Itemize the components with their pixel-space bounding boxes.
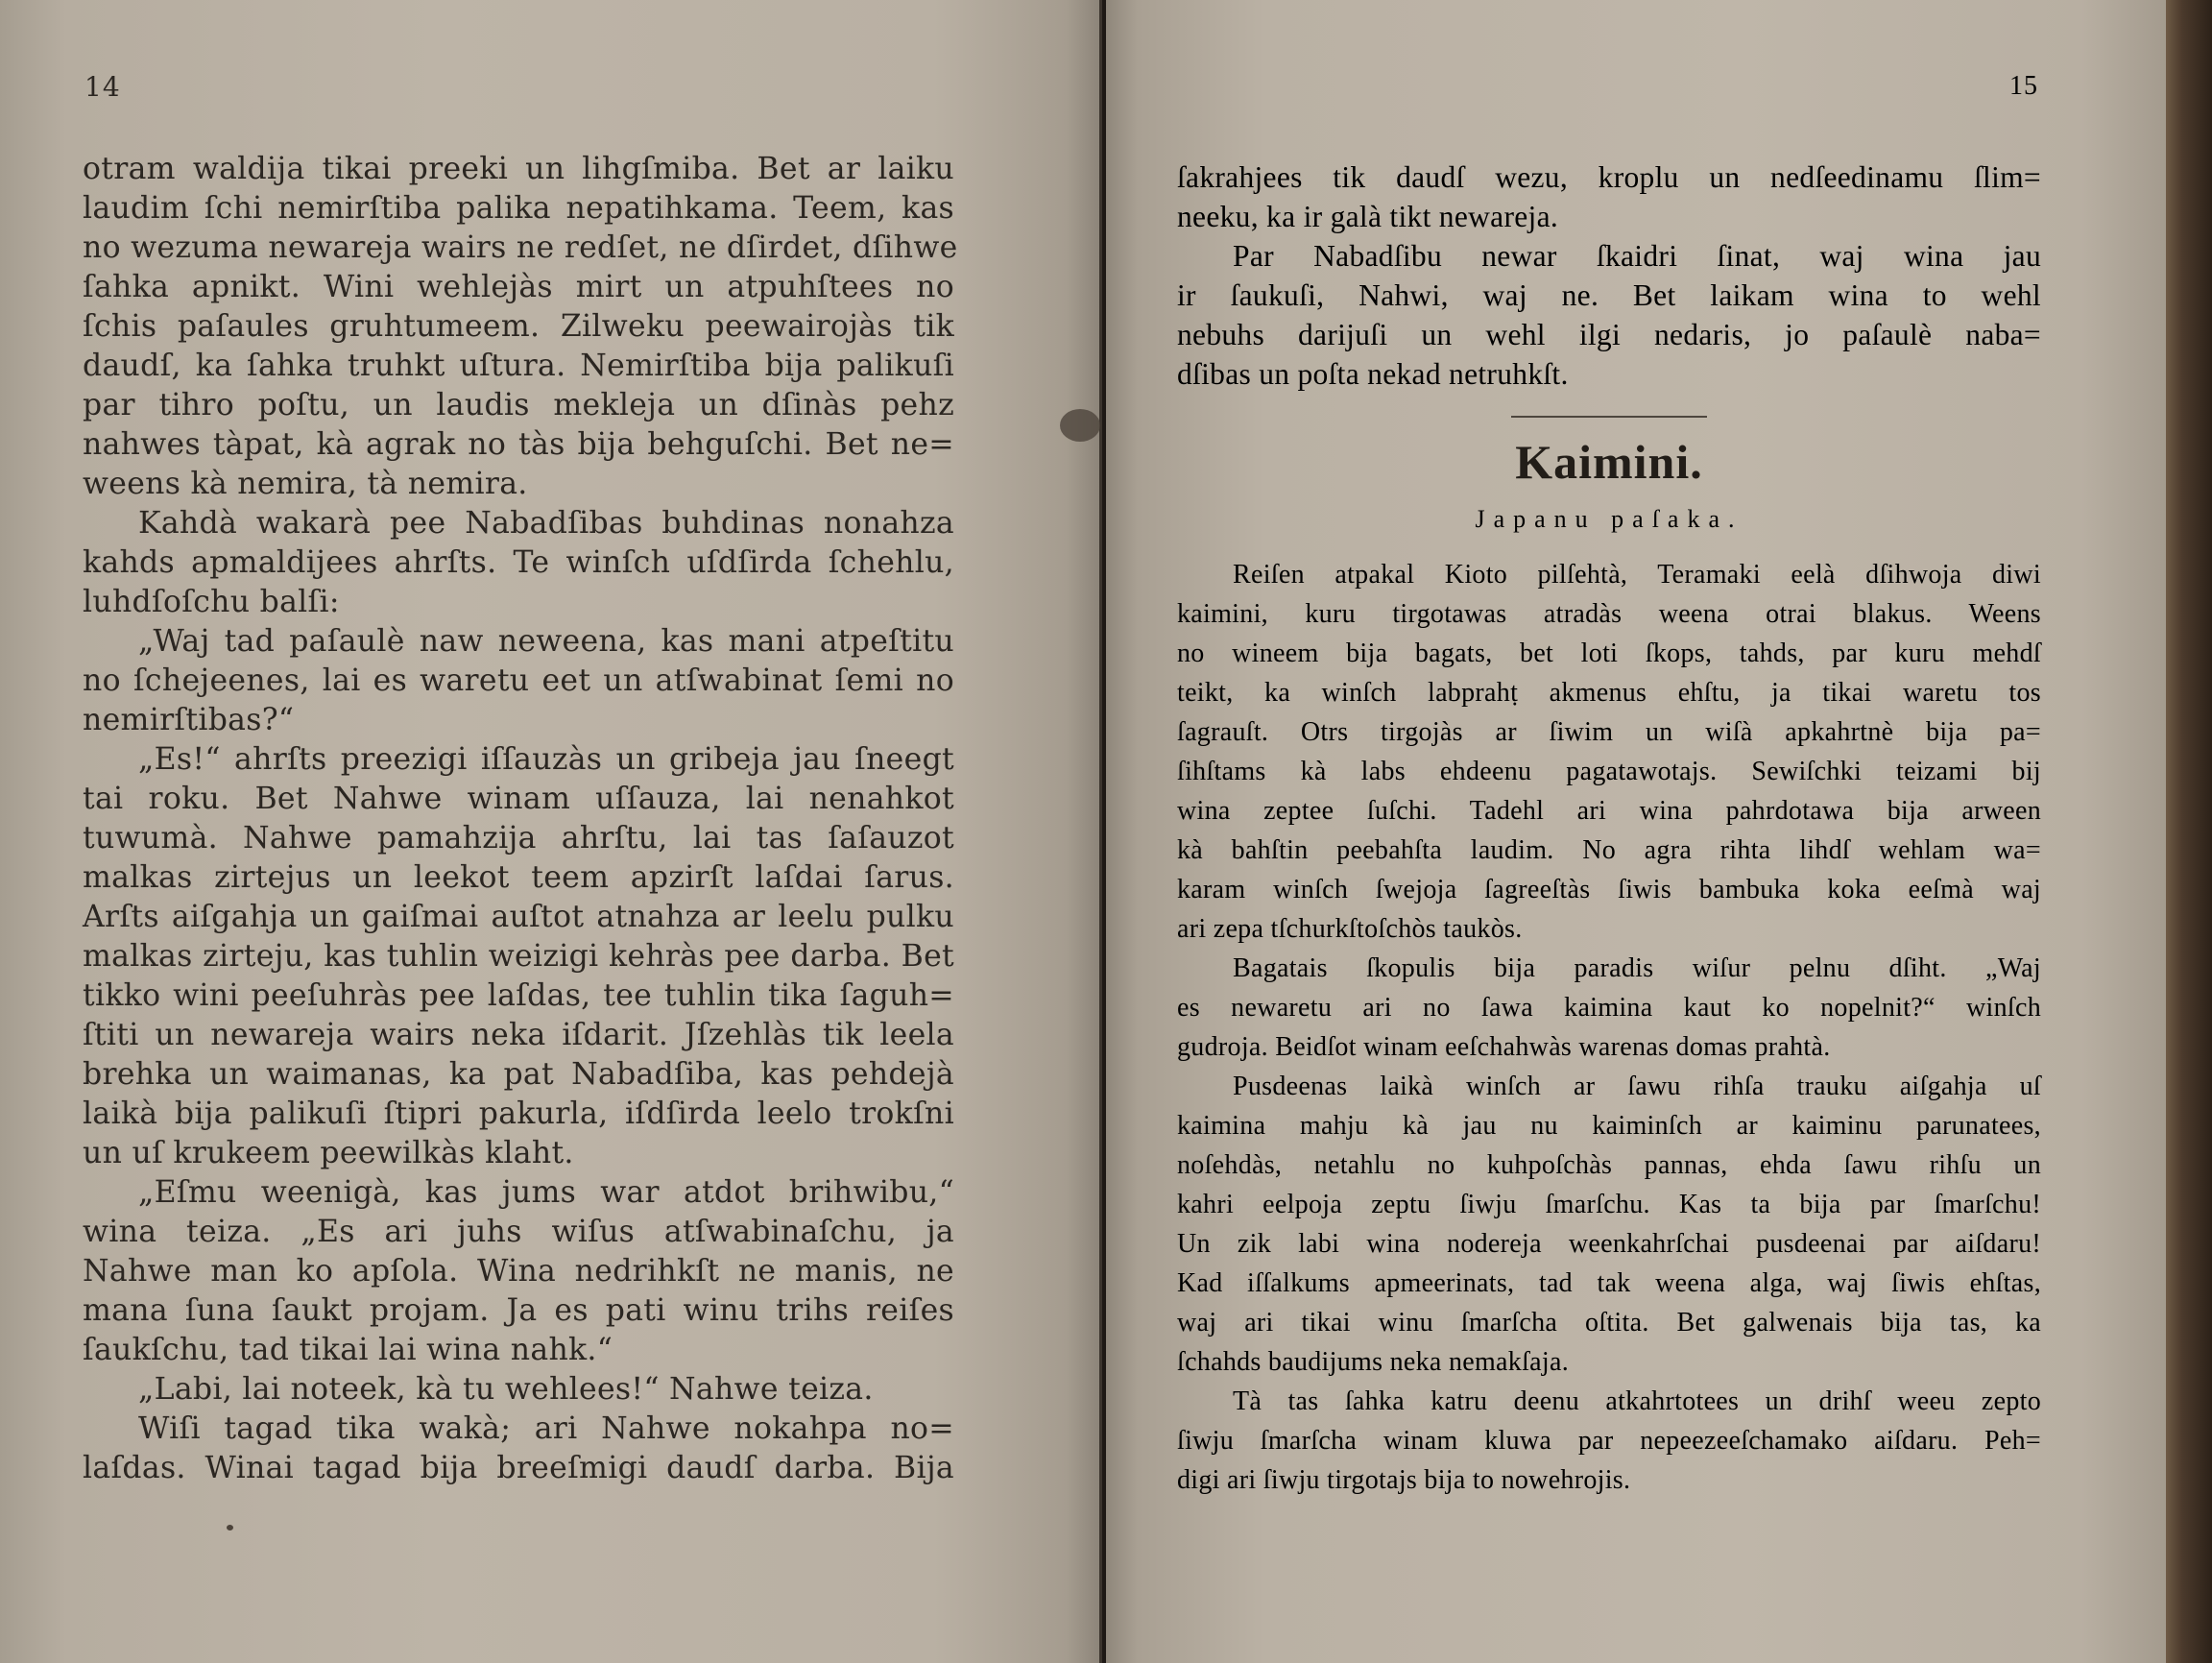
text-line: kaimina mahju kà jau nu kaiminſch ar kaiminu parunatees,	[1177, 1111, 2041, 1141]
story-subtitle: Japanu paſaka.	[1475, 505, 1743, 533]
text-line: laikà bija palikuſi ſtipri pakurla, iſdſirda leelo trokſni	[83, 1097, 954, 1131]
text-line: Arſts aiſgahja un gaiſmai auſtot atnahza ar leelu pulku	[83, 900, 954, 934]
gutter-stain	[1060, 409, 1100, 442]
text-line: luhdſoſchu balſi:	[83, 585, 340, 619]
text-line: es newaretu ari no ſawa kaimina kaut ko nopelnit?“ winſch	[1177, 993, 2041, 1023]
text-line: noſehdàs, netahlu no kuhpoſchàs pannas, ehda ſawu rihſu un	[1177, 1150, 2041, 1180]
text-line: Bagatais ſkopulis bija paradis wiſur pelnu dſiht. „Waj	[1233, 953, 2041, 983]
text-line: no wezuma newareja wairs ne redſet, ne dſirdet, dſihwe	[83, 230, 958, 265]
text-line: „Es!“ ahrſts preezigi iſſauzàs un gribeja jau ſneegt	[138, 742, 954, 777]
text-line: ſchahds baudijums neka nemakſaja.	[1177, 1347, 1569, 1377]
text-line: ſchis paſaules gruhtumeem. Zilweku peewairojàs tik	[83, 309, 954, 344]
text-line: ir ſaukuſi, Nahwi, waj ne. Bet laikam wina to wehl	[1177, 278, 2041, 312]
text-line: ſagrauſt. Otrs tirgojàs ar ſiwim un wiſà apkahrtnè bija pa=	[1177, 717, 2041, 747]
text-line: Pusdeenas laikà winſch ar ſawu rihſa trauku aiſgahja uſ	[1233, 1072, 2041, 1101]
text-line: ſaukſchu, tad tikai lai wina nahk.“	[83, 1333, 613, 1367]
text-line: „Eſmu weenigà, kas jums war atdot brihwibu,“	[138, 1175, 954, 1210]
page-number-right: 15	[2009, 71, 2038, 101]
text-line: brehka un waimanas, ka pat Nabadſiba, kas pehdejà	[83, 1057, 954, 1092]
text-line: wina zeptee ſuſchi. Tadehl ari wina pahrdotawa bija arween	[1177, 796, 2041, 826]
text-line: Kad iſſalkums apmeerinats, tad tak weena alga, waj ſiwis ehſtas,	[1177, 1268, 2041, 1298]
text-line: malkas zirteju, kas tuhlin weizigi kehràs pee darba. Bet	[83, 939, 954, 974]
text-line: tikko wini peeſuhràs pee laſdas, tee tuhlin tika ſaguh=	[83, 978, 954, 1013]
text-line: no ſchejeenes, lai es waretu eet un atſwabinat ſemi no	[83, 663, 954, 698]
text-line: karam winſch ſwejoja ſagreeſtàs ſiwis bambuka koka eeſmà waj	[1177, 875, 2041, 904]
text-line: ſihſtams kà labs ehdeenu pagatawotajs. Sewiſchki teizami bij	[1177, 757, 2041, 786]
text-line: kahds apmaldijees ahrſts. Te winſch uſdſirda ſchehlu,	[83, 545, 954, 580]
text-line: gudroja. Beidſot winam eeſchahwàs warenas domas prahtà.	[1177, 1032, 1831, 1062]
text-line: „Labi, lai noteek, kà tu wehlees!“ Nahwe teiza.	[138, 1372, 874, 1407]
text-line: Wiſi tagad tika wakà; ari Nahwe nokahpa no=	[138, 1411, 954, 1446]
text-line: waj ari tikai winu ſmarſcha oſtita. Bet galwenais bija tas, ka	[1177, 1308, 2041, 1338]
text-line: wina teiza. „Es ari juhs wiſus atſwabinaſchu, ja	[83, 1215, 954, 1249]
left-page-body	[83, 150, 958, 1488]
ink-speck	[227, 1525, 233, 1530]
text-line: tuwumà. Nahwe pamahzija ahrſtu, lai tas ſaſauzot	[83, 821, 954, 856]
text-line: ſakrahjees tik daudſ wezu, kroplu un nedſeedinamu ſlim=	[1177, 160, 2041, 194]
text-line: Kahdà wakarà pee Nabadſibas buhdinas nonahza	[138, 506, 954, 541]
text-line: Un zik labi wina nodereja weenkahrſchai pusdeenai par aiſdaru!	[1177, 1229, 2041, 1259]
text-line: nebuhs darijuſi un wehl ilgi nedaris, jo paſaulè naba=	[1177, 318, 2041, 351]
text-line: nemirſtibas?“	[83, 703, 295, 737]
text-line: „Waj tad paſaulè naw neweena, kas mani atpeſtitu	[138, 624, 954, 659]
text-line: ari zepa tſchurkſtoſchòs taukòs.	[1177, 914, 1523, 944]
text-line: tai roku. Bet Nahwe winam uſſauza, lai nenahkot	[83, 782, 954, 816]
text-line: laſdas. Winai tagad bija breeſmigi daudſ darba. Bija	[83, 1451, 954, 1485]
text-line: nahwes tàpat, kà agrak no tàs bija behguſchi. Bet ne=	[83, 427, 954, 462]
text-line: Nahwe man ko apſola. Wina nedrihkſt ne manis, ne	[83, 1254, 954, 1289]
text-line: Tà tas ſahka katru deenu atkahrtotees un drihſ weeu zepto	[1233, 1386, 2041, 1416]
text-line: par tihro poſtu, un laudis mekleja un dſinàs pehz	[83, 388, 954, 422]
text-line: ſiwju ſmarſcha winam kluwa par nepeezeeſchamako aiſdaru. Peh=	[1177, 1426, 2041, 1456]
text-line: kà bahſtin peebahſta laudim. No agra rihta lihdſ wehlam wa=	[1177, 835, 2041, 865]
story-body	[1177, 555, 2041, 1500]
text-line: ſahka apnikt. Wini wehlejàs mirt un atpuhſtees no	[83, 270, 954, 304]
text-line: malkas zirtejus un leekot teem apzirſt laſdai ſarus.	[83, 860, 954, 895]
book-cover-edge	[2166, 0, 2212, 1663]
text-line: daudſ, ka ſahka truhkt uſtura. Nemirſtiba bija palikuſi	[83, 349, 954, 383]
right-page-intro	[1177, 157, 2041, 394]
section-divider	[1511, 416, 1707, 418]
text-line: un uſ krukeem peewilkàs klaht.	[83, 1136, 574, 1170]
text-line: Reiſen atpakal Kioto pilſehtà, Teramaki eelà dſihwoja diwi	[1233, 560, 2041, 590]
text-line: mana ſuna ſaukt projam. Ja es pati winu trihs reiſes	[83, 1293, 954, 1328]
text-line: kaimini, kuru tirgotawas atradàs weena otrai blakus. Weens	[1177, 599, 2041, 629]
text-line: digi ari ſiwju tirgotajs bija to nowehrojis.	[1177, 1465, 1631, 1495]
text-line: Par Nabadſibu newar ſkaidri ſinat, waj wina jau	[1233, 239, 2041, 273]
text-line: dſibas un poſta nekad netruhkſt.	[1177, 357, 1569, 391]
text-line: teikt, ka winſch labprahṭ akmenus ehſtu, ja tikai waretu tos	[1177, 678, 2041, 708]
page-number-left: 14	[84, 71, 121, 103]
text-line: ſtiti un newareja wairs neka iſdarit. Jſzehlàs tik leela	[83, 1018, 954, 1052]
text-line: no wineem bija bagats, bet loti ſkops, tahds, par kuru mehdſ	[1177, 639, 2041, 668]
text-line: otram waldija tikai preeki un lihgſmiba. Bet ar laiku	[83, 152, 954, 186]
text-line: kahri eelpoja zeptu ſiwju ſmarſchu. Kas ta bija par ſmarſchu!	[1177, 1190, 2041, 1219]
left-page	[0, 0, 1102, 1663]
text-line: weens kà nemira, tà nemira.	[83, 467, 528, 501]
text-line: laudim ſchi nemirſtiba palika nepatihkama. Teem, kas	[83, 191, 954, 226]
story-title: Kaimini.	[1515, 435, 1703, 489]
text-line: neeku, ka ir galà tikt newareja.	[1177, 200, 1559, 233]
